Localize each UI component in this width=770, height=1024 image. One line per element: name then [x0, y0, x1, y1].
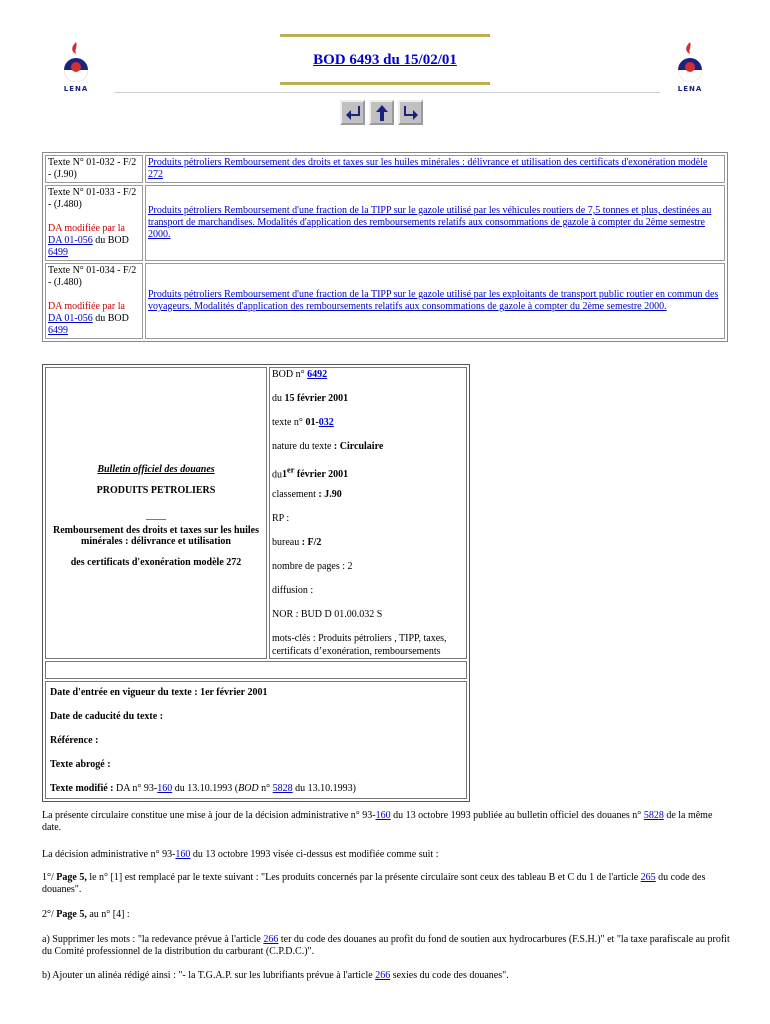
da-link[interactable]: 160 [375, 810, 391, 821]
entry-link[interactable]: Produits pétroliers Remboursement des droits et taxes sur les huiles minérales : délivrance et utilisation des certificats d'exonération modèle 272 [148, 157, 708, 180]
entry-note: DA modifiée par la [48, 223, 125, 234]
next-icon [402, 104, 420, 122]
bod-detail-table [42, 364, 470, 802]
bod-link[interactable]: 5828 [272, 783, 293, 794]
lena-logo-right [666, 40, 714, 93]
lena-emblem-icon [56, 40, 96, 84]
entry-description [145, 263, 725, 339]
lena-logo-left [52, 40, 100, 93]
bod-link[interactable]: 6492 [307, 369, 328, 380]
title-bar-top [280, 34, 490, 37]
paragraph: b) Ajouter un alinéa rédigé ainsi : "- la T.G.A.P. sur les lubrifiants prévue à l'article 266 sexies du code des douanes". [42, 970, 509, 981]
next-button[interactable] [398, 100, 423, 125]
previous-button[interactable] [340, 100, 365, 125]
entry-description [145, 155, 725, 183]
entry-note-link[interactable]: 6499 [48, 247, 68, 258]
entry-note-link[interactable]: DA 01-056 [48, 235, 93, 246]
entry-note-link[interactable]: DA 01-056 [48, 313, 93, 324]
subject: Remboursement des droits et taxes sur les huiles minérales : délivrance et utilisation [52, 524, 259, 547]
entry-note-link[interactable]: 6499 [48, 325, 68, 336]
table-row [45, 155, 725, 183]
da-link[interactable]: 160 [175, 849, 191, 860]
divider [115, 92, 660, 93]
article-link[interactable]: 266 [263, 934, 279, 945]
entry-link[interactable]: Produits pétroliers Remboursement d'une fraction de la TIPP sur le gazole utilisé par les exploitants de transport public routier en commun des voyageurs. Modalités d'application des remboursements relatifs aux consommations de gazole à compter du 2ème semestre 2000. [148, 289, 719, 312]
text-metadata: Date d'entrée en vigueur du texte : 1er février 2001 Date de caducité du texte : Référence : Texte abrogé : Texte modifié : DA n° 93-160 du 13.10.1993 (BOD n° 5828 du 13.10.1993) [45, 681, 467, 799]
previous-icon [344, 104, 362, 122]
title-bar-bottom [280, 82, 490, 85]
paragraph: La présente circulaire constitue une mise à jour de la décision administrative n° 93-160 du 13 octobre 1993 publiée au bulletin officiel des douanes n° 5828 de la même date. [42, 810, 713, 833]
entry-number: Texte N° 01-032 - F/2 - (J.90) [45, 155, 143, 183]
paragraph: a) Supprimer les mots : "la redevance prévue à l'article 266 ter du code des douanes au profit du fond de soutien aux hydrocarbures (F.S.H.)" et "la taxe parafiscale au profit du Comité professionnel de la distribution du carburant (C.P.D.C.)". [42, 934, 730, 957]
keywords: mots-clés : Produits pétroliers , TIPP, taxes, certificats d’exonération, remboursements [272, 633, 447, 657]
bulletin-title: Bulletin officiel des douanes [97, 463, 215, 475]
logo-text: LENA [677, 85, 703, 93]
entry-number: Texte N° 01-033 - F/2 - (J.480) DA modifiée par la DA 01-056 du BOD 6499 [45, 185, 143, 261]
lena-emblem-icon [670, 40, 710, 84]
up-button[interactable] [369, 100, 394, 125]
page-title[interactable]: BOD 6493 du 15/02/01 [313, 52, 457, 68]
nav-buttons [340, 100, 423, 125]
section-title: PRODUITS PETROLIERS [96, 484, 216, 496]
up-icon [373, 104, 391, 122]
paragraph: La décision administrative n° 93-160 du 13 octobre 1993 visée ci-dessus est modifiée comme suit : [42, 849, 439, 860]
entry-description [145, 185, 725, 261]
entry-link[interactable]: Produits pétroliers Remboursement d'une fraction de la TIPP sur le gazole utilisé par les véhicules routiers de 7,5 tonnes et plus, destinées au transport de marchandises. Modalités d'application des remboursements relatifs aux consommations de gazole à compter du 2ème semestre 2000. [148, 205, 712, 240]
table-row [45, 263, 725, 339]
entry-number: Texte N° 01-034 - F/2 - (J.480) DA modifiée par la DA 01-056 du BOD 6499 [45, 263, 143, 339]
texte-link[interactable]: 032 [318, 417, 334, 428]
da-link[interactable]: 160 [157, 783, 173, 794]
bod-details: BOD n° 6492 du 15 février 2001 texte n° 01-032 nature du texte : Circulaire du1er février 2001 classement : J.90 RP : bureau : F/2 nombre de pages : 2 diffusion : NOR : BUD D 01.00.032 S mots-clés : Produits pétroliers , TIPP, taxes, certificats d’exonération, remboursements [269, 367, 467, 659]
paragraph: 2°/ Page 5, au n° [4] : [42, 909, 130, 920]
paragraph: 1°/ Page 5, le n° [1] est remplacé par le texte suivant : "Les produits concernés par la présente circulaire sont ceux des tableau B et C du 1 de l'article 265 du code des douanes". [42, 872, 706, 895]
logo-text: LENA [63, 85, 89, 93]
article-link[interactable]: 265 [640, 872, 656, 883]
bod-link[interactable]: 5828 [643, 810, 664, 821]
text-list-table [42, 152, 728, 342]
bod-summary: Bulletin officiel des douanes PRODUITS PETROLIERS ____ Remboursement des droits et taxes sur les huiles minérales : délivrance et utilisation des certificats d'exonération modèle 272 [45, 367, 267, 659]
table-row [45, 185, 725, 261]
subject: des certificats d'exonération modèle 272 [70, 556, 242, 568]
entry-note: DA modifiée par la [48, 301, 125, 312]
article-link[interactable]: 266 [375, 970, 391, 981]
spacer [45, 661, 467, 679]
